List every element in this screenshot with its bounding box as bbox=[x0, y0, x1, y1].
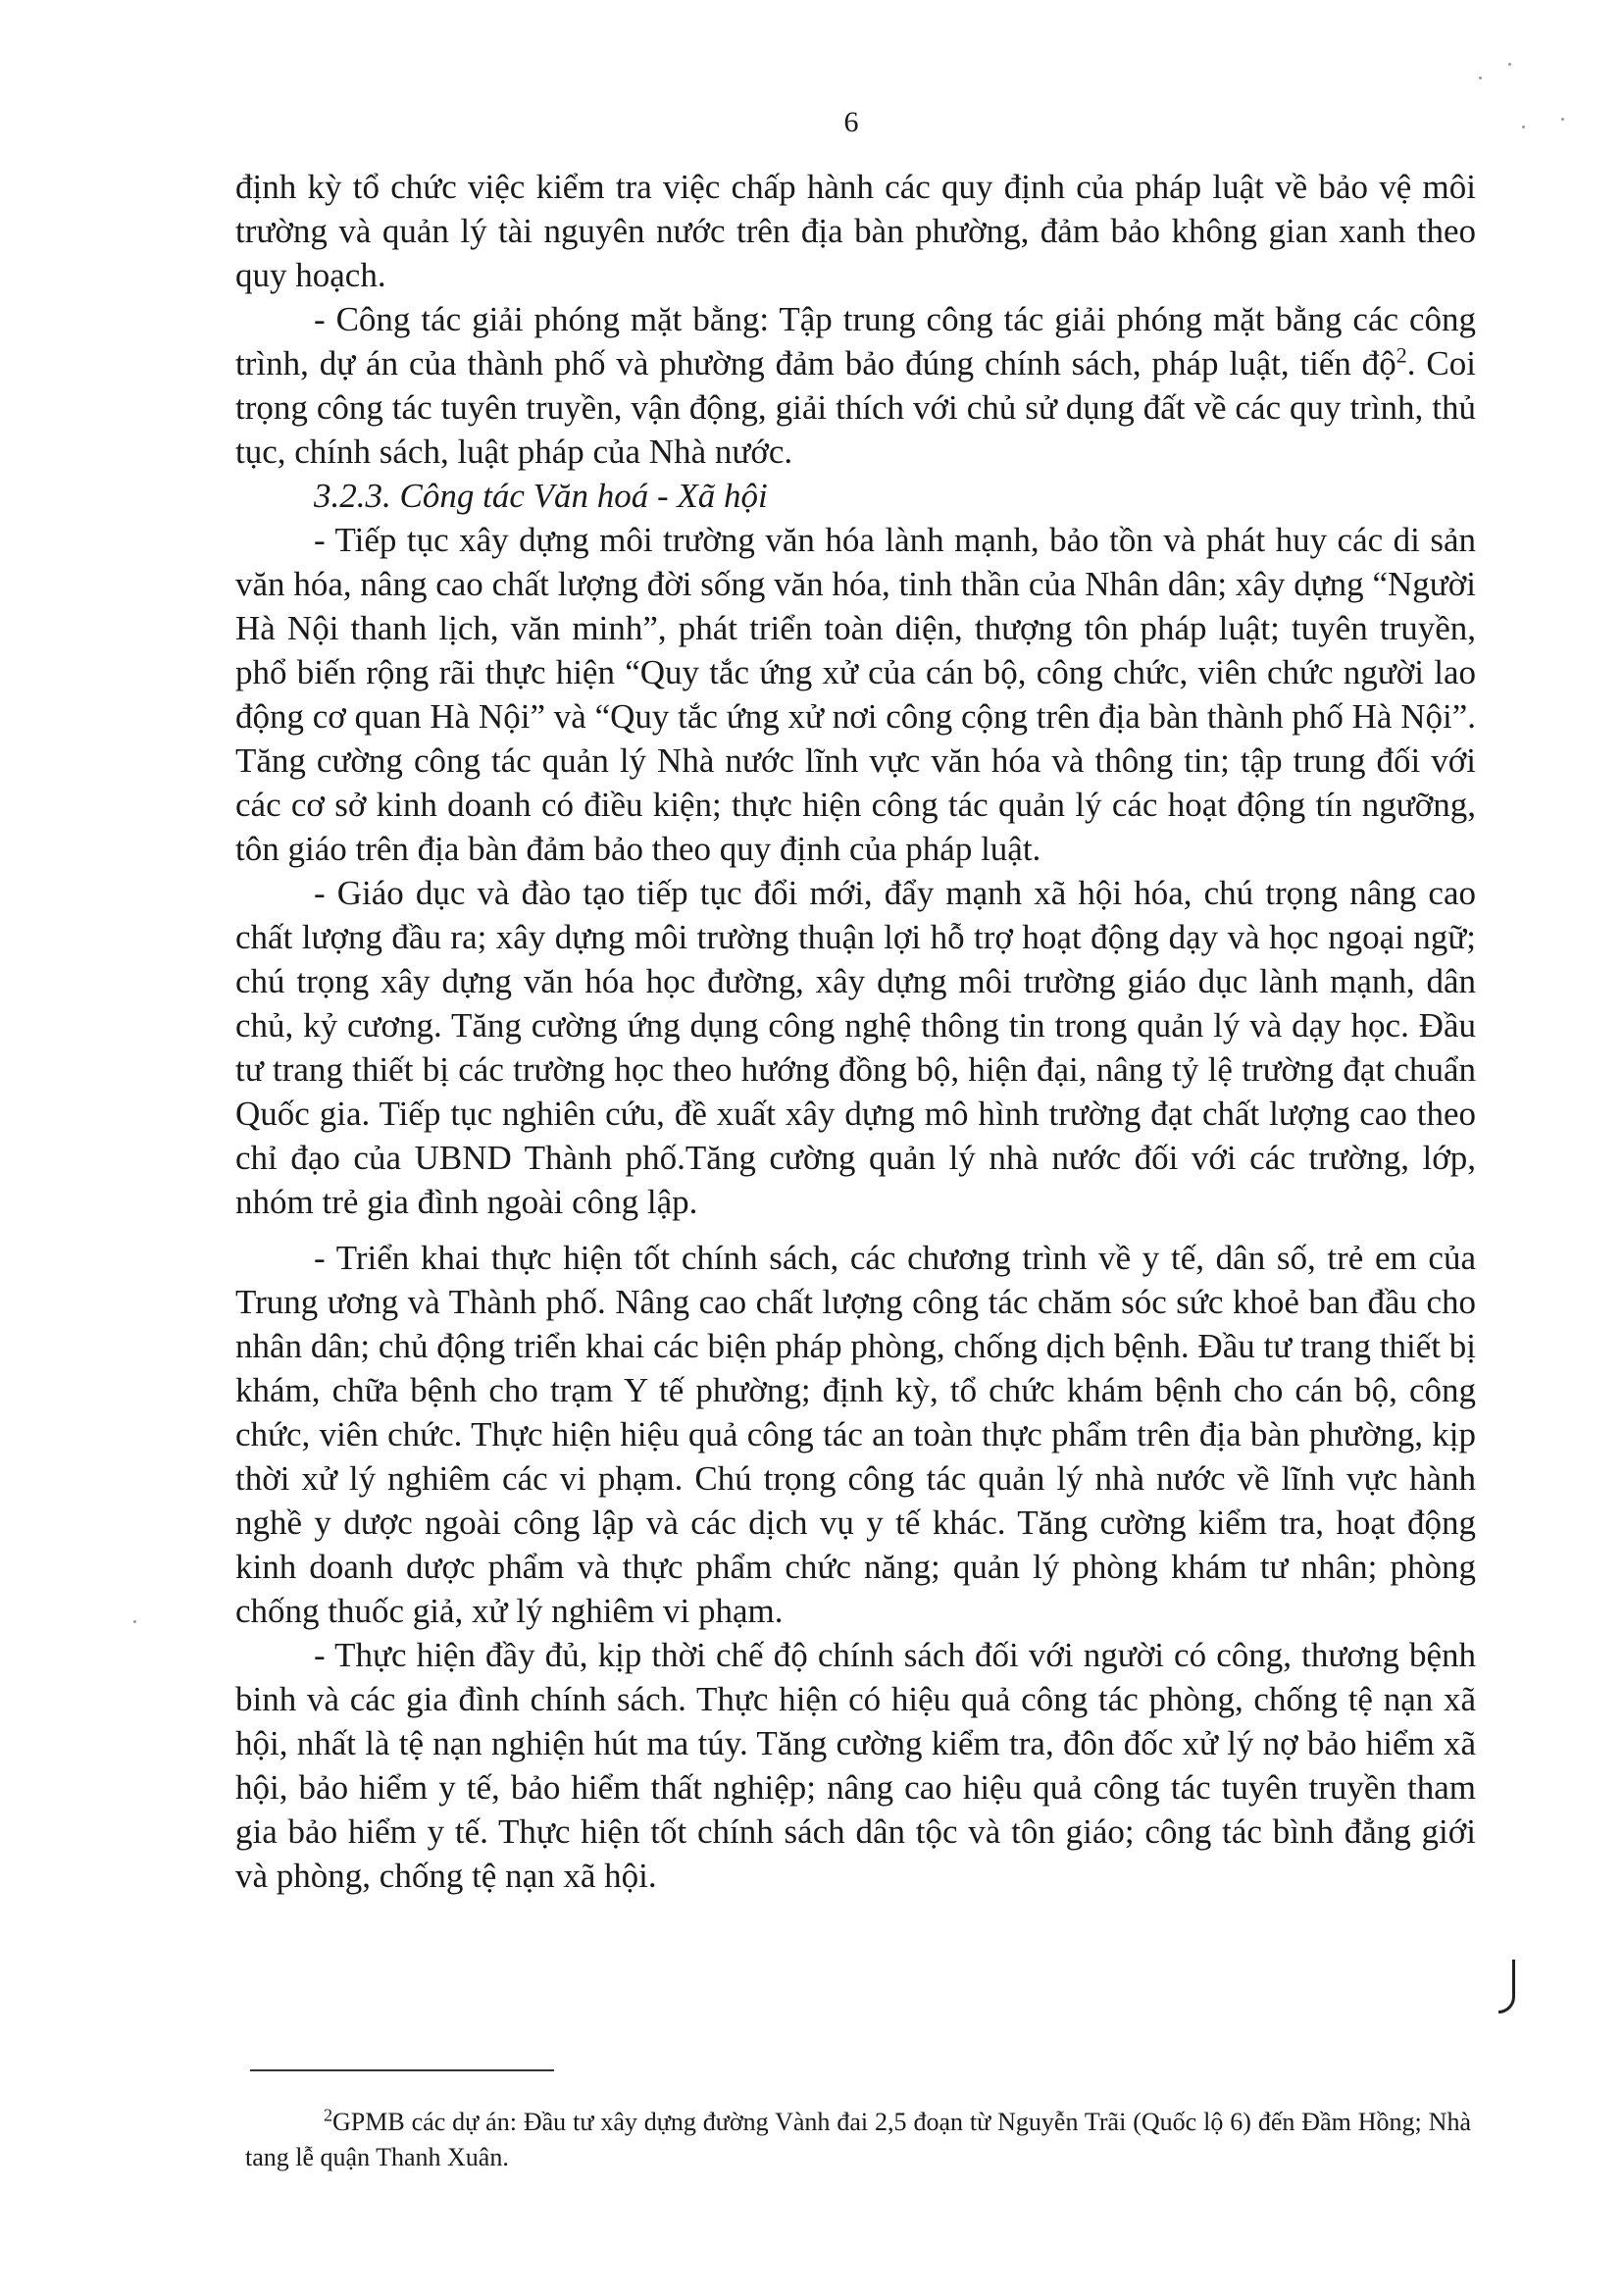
section-heading: 3.2.3. Công tác Văn hoá - Xã hội bbox=[314, 477, 768, 515]
scan-speck bbox=[1508, 63, 1511, 66]
footnote-separator bbox=[250, 2069, 554, 2071]
page-number: 6 bbox=[843, 106, 859, 138]
land-clearance-text: - Công tác giải phóng mặt bằng: Tập trung công tác giải phóng mặt bằng các công trình, dự án của thành phố và phường đảm bảo đúng chính sách, pháp luật, tiến độ bbox=[235, 300, 1476, 382]
scan-speck bbox=[133, 1620, 136, 1623]
paragraph-social-policy: - Thực hiện đầy đủ, kịp thời chế độ chính sách đối với người có công, thương bệnh binh và các gia đình chính sách. Thực hiện có hiệu quả công tác phòng, chống tệ nạn xã hội, nhất là tệ nạn nghiện hút ma túy. Tăng cường kiểm tra, đôn đốc xử lý nợ bảo hiểm xã hội, bảo hiểm y tế, bảo hiểm thất nghiệp; nâng cao hiệu quả công tác tuyên truyền tham gia bảo hiểm y tế. Thực hiện tốt chính sách dân tộc và tôn giáo; công tác bình đẳng giới và phòng, chống tệ nạn xã hội. bbox=[235, 1636, 1476, 1895]
paragraph-culture: - Tiếp tục xây dựng môi trường văn hóa lành mạnh, bảo tồn và phát huy các di sản văn hóa, nâng cao chất lượng đời sống văn hóa, tinh thần của Nhân dân; xây dựng “Người Hà Nội thanh lịch, văn minh”, phát triển toàn diện, thượng tôn pháp luật; tuyên truyền, phổ biến rộng rãi thực hiện “Quy tắc ứng xử của cán bộ, công chức, viên chức người lao động cơ quan Hà Nội” và “Quy tắc ứng xử nơi công cộng trên địa bàn thành phố Hà Nội”. Tăng cường công tác quản lý Nhà nước lĩnh vực văn hóa và thông tin; tập trung đối với các cơ sở kinh doanh có điều kiện; thực hiện công tác quản lý các hoạt động tín ngưỡng, tôn giáo trên địa bàn đảm bảo theo quy định của pháp luật. bbox=[235, 521, 1476, 868]
handwritten-bracket-mark bbox=[1498, 1960, 1515, 2014]
scan-speck bbox=[1561, 118, 1564, 121]
paragraph-environment-continued: định kỳ tổ chức việc kiểm tra việc chấp hành các quy định của pháp luật về bảo vệ môi trường và quản lý tài nguyên nước trên địa bàn phường, đảm bảo không gian xanh theo quy hoạch. bbox=[235, 168, 1476, 294]
footnote-text: GPMB các dự án: Đầu tư xây dựng đường Vành đai 2,5 đoạn từ Nguyễn Trãi (Quốc lộ 6) đến Đầm Hồng; Nhà tang lễ quận Thanh Xuân. bbox=[245, 2108, 1471, 2171]
paragraph-education: - Giáo dục và đào tạo tiếp tục đổi mới, đẩy mạnh xã hội hóa, chú trọng nâng cao chất lượng đầu ra; xây dựng môi trường thuận lợi hỗ trợ hoạt động dạy và học ngoại ngữ; chú trọng xây dựng văn hóa học đường, xây dựng môi trường giáo dục lành mạnh, dân chủ, kỷ cương. Tăng cường ứng dụng công nghệ thông tin trong quản lý và dạy học. Đầu tư trang thiết bị các trường học theo hướng đồng bộ, hiện đại, nâng tỷ lệ trường đạt chuẩn Quốc gia. Tiếp tục nghiên cứu, đề xuất xây dựng mô hình trường đạt chất lượng cao theo chỉ đạo của UBND Thành phố.Tăng cường quản lý nhà nước đối với các trường, lớp, nhóm trẻ gia đình ngoài công lập. bbox=[235, 874, 1476, 1221]
document-body bbox=[235, 165, 1476, 1898]
footnote-number: 2 bbox=[324, 2105, 332, 2125]
paragraph-land-clearance bbox=[235, 297, 1476, 474]
scan-speck bbox=[1479, 76, 1482, 79]
paragraph-health: - Triển khai thực hiện tốt chính sách, các chương trình về y tế, dân số, trẻ em của Trung ương và Thành phố. Nâng cao chất lượng công tác chăm sóc sức khoẻ ban đầu cho nhân dân; chủ động triển khai các biện pháp phòng, chống dịch bệnh. Đầu tư trang thiết bị khám, chữa bệnh cho trạm Y tế phường; định kỳ, tổ chức khám bệnh cho cán bộ, công chức, viên chức. Thực hiện hiệu quả công tác an toàn thực phẩm trên địa bàn phường, kịp thời xử lý nghiêm các vi phạm. Chú trọng công tác quản lý nhà nước về lĩnh vực hành nghề y dược ngoài công lập và các dịch vụ y tế khác. Tăng cường kiểm tra, hoạt động kinh doanh dược phẩm và thực phẩm chức năng; quản lý phòng khám tư nhân; phòng chống thuốc giả, xử lý nghiêm vi phạm. bbox=[235, 1239, 1476, 1630]
scan-speck bbox=[1522, 126, 1525, 128]
land-clearance-text-continued: . Coi trọng công tác tuyên truyền, vận động, giải thích với chủ sử dụng đất về các quy trình, thủ tục, chính sách, luật pháp của Nhà nước. bbox=[235, 344, 1476, 471]
footnote-reference[interactable]: 2 bbox=[1396, 342, 1407, 368]
footnote bbox=[245, 2105, 1471, 2175]
